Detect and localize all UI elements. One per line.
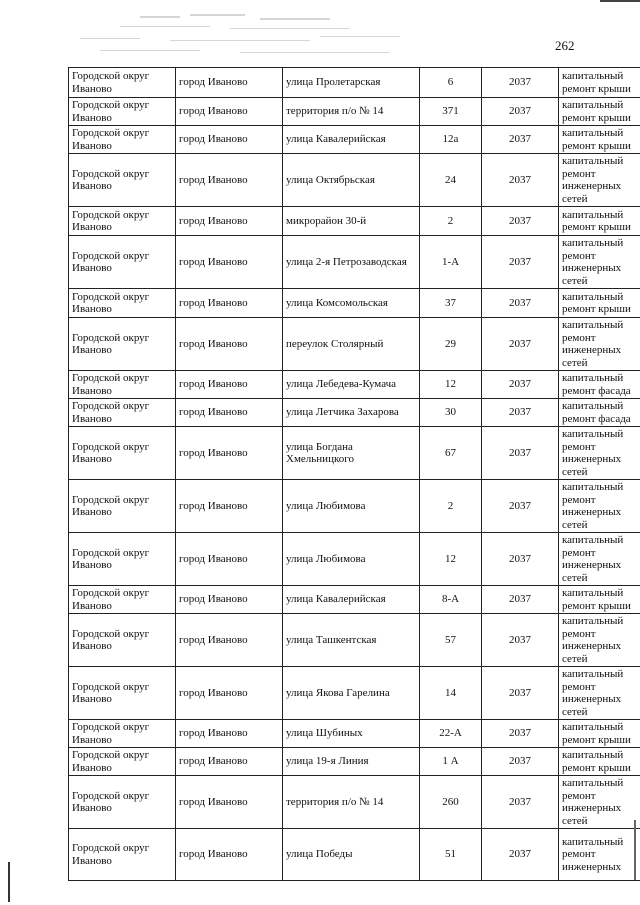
registry-table [68, 67, 640, 881]
cell-house-number: 8-А [420, 586, 482, 614]
table-row [69, 207, 640, 236]
cell-district: Городской округ Иваново [69, 776, 176, 829]
cell-town: город Иваново [176, 776, 283, 829]
cell-house-number: 30 [420, 399, 482, 427]
cell-town: город Иваново [176, 667, 283, 720]
table-row [69, 480, 640, 533]
cell-street: улица Богдана Хмельницкого [283, 427, 420, 480]
cell-district: Городской округ Иваново [69, 154, 176, 207]
table-row [69, 614, 640, 667]
cell-town: город Иваново [176, 207, 283, 236]
cell-district: Городской округ Иваново [69, 427, 176, 480]
cell-town: город Иваново [176, 829, 283, 881]
cell-work-type: капитальный ремонт крыши [559, 289, 640, 318]
cell-work-type: капитальный ремонт инженерных сетей [559, 154, 640, 207]
cell-town: город Иваново [176, 586, 283, 614]
table-row [69, 154, 640, 207]
binding-mark-left [8, 862, 10, 902]
table-row [69, 318, 640, 371]
cell-year: 2037 [482, 586, 559, 614]
table-row [69, 371, 640, 399]
cell-year: 2037 [482, 614, 559, 667]
table-row [69, 126, 640, 154]
cell-street: улица Победы [283, 829, 420, 881]
cell-work-type: капитальный ремонт инженерных сетей [559, 318, 640, 371]
cell-district: Городской округ Иваново [69, 829, 176, 881]
cell-year: 2037 [482, 154, 559, 207]
cell-work-type: капитальный ремонт инженерных сетей [559, 236, 640, 289]
cell-year: 2037 [482, 829, 559, 881]
cell-year: 2037 [482, 399, 559, 427]
cell-work-type: капитальный ремонт крыши [559, 586, 640, 614]
cell-house-number: 260 [420, 776, 482, 829]
cell-street: улица Якова Гарелина [283, 667, 420, 720]
cell-work-type: капитальный ремонт крыши [559, 68, 640, 98]
cell-street: улица Ташкентская [283, 614, 420, 667]
cell-house-number: 12 [420, 533, 482, 586]
cell-street: улица Любимова [283, 480, 420, 533]
cell-district: Городской округ Иваново [69, 748, 176, 776]
cell-district: Городской округ Иваново [69, 614, 176, 667]
cell-district: Городской округ Иваново [69, 667, 176, 720]
table-row [69, 667, 640, 720]
cell-town: город Иваново [176, 289, 283, 318]
cell-work-type: капитальный ремонт крыши [559, 748, 640, 776]
cell-work-type: капитальный ремонт фасада [559, 371, 640, 399]
cell-year: 2037 [482, 126, 559, 154]
cell-street: улица Кавалерийская [283, 126, 420, 154]
cell-street: улица Летчика Захарова [283, 399, 420, 427]
cell-year: 2037 [482, 667, 559, 720]
table-row [69, 427, 640, 480]
cell-work-type: капитальный ремонт инженерных сетей [559, 614, 640, 667]
cell-town: город Иваново [176, 720, 283, 748]
cell-town: город Иваново [176, 154, 283, 207]
cell-town: город Иваново [176, 399, 283, 427]
cell-year: 2037 [482, 207, 559, 236]
cell-work-type: капитальный ремонт инженерных сетей [559, 533, 640, 586]
cell-street: улица Пролетарская [283, 68, 420, 98]
cell-year: 2037 [482, 748, 559, 776]
table-row [69, 748, 640, 776]
cell-street: микрорайон 30-й [283, 207, 420, 236]
cell-town: город Иваново [176, 614, 283, 667]
cell-town: город Иваново [176, 427, 283, 480]
cell-year: 2037 [482, 289, 559, 318]
cell-house-number: 14 [420, 667, 482, 720]
registry-table-body [69, 68, 640, 881]
cell-year: 2037 [482, 98, 559, 126]
cell-town: город Иваново [176, 68, 283, 98]
cell-house-number: 22-А [420, 720, 482, 748]
cell-district: Городской округ Иваново [69, 720, 176, 748]
cell-street: улица Шубиных [283, 720, 420, 748]
cell-town: город Иваново [176, 236, 283, 289]
cell-work-type: капитальный ремонт инженерных сетей [559, 776, 640, 829]
table-row [69, 776, 640, 829]
cell-town: город Иваново [176, 533, 283, 586]
cell-district: Городской округ Иваново [69, 586, 176, 614]
table-row [69, 68, 640, 98]
cell-street: улица Любимова [283, 533, 420, 586]
cell-house-number: 371 [420, 98, 482, 126]
table-row [69, 829, 640, 881]
cell-year: 2037 [482, 776, 559, 829]
table-row [69, 586, 640, 614]
cell-work-type: капитальный ремонт инженерных сетей [559, 667, 640, 720]
cell-work-type: капитальный ремонт крыши [559, 720, 640, 748]
cell-town: город Иваново [176, 371, 283, 399]
cell-town: город Иваново [176, 318, 283, 371]
cell-town: город Иваново [176, 748, 283, 776]
cell-year: 2037 [482, 480, 559, 533]
scan-noise-artifact [60, 8, 420, 58]
cell-street: территория п/о № 14 [283, 776, 420, 829]
table-row [69, 236, 640, 289]
cell-house-number: 2 [420, 207, 482, 236]
cell-work-type: капитальный ремонт крыши [559, 207, 640, 236]
table-row [69, 98, 640, 126]
cell-district: Городской округ Иваново [69, 289, 176, 318]
cell-street: улица 19-я Линия [283, 748, 420, 776]
cell-work-type: капитальный ремонт крыши [559, 98, 640, 126]
cell-street: переулок Столярный [283, 318, 420, 371]
cell-house-number: 12 [420, 371, 482, 399]
cell-street: территория п/о № 14 [283, 98, 420, 126]
table-row [69, 399, 640, 427]
cell-street: улица Октябрьская [283, 154, 420, 207]
cell-district: Городской округ Иваново [69, 318, 176, 371]
page-number: 262 [555, 38, 575, 53]
cell-district: Городской округ Иваново [69, 480, 176, 533]
cell-house-number: 37 [420, 289, 482, 318]
cell-house-number: 67 [420, 427, 482, 480]
cell-house-number: 1 А [420, 748, 482, 776]
top-edge-rule [600, 0, 640, 2]
cell-house-number: 24 [420, 154, 482, 207]
cell-work-type: капитальный ремонт крыши [559, 126, 640, 154]
cell-year: 2037 [482, 533, 559, 586]
cell-street: улица Кавалерийская [283, 586, 420, 614]
cell-district: Городской округ Иваново [69, 68, 176, 98]
cell-house-number: 2 [420, 480, 482, 533]
cell-house-number: 1-А [420, 236, 482, 289]
table-row [69, 289, 640, 318]
cell-house-number: 12а [420, 126, 482, 154]
cell-district: Городской округ Иваново [69, 98, 176, 126]
cell-work-type: капитальный ремонт инженерных сетей [559, 480, 640, 533]
cell-year: 2037 [482, 318, 559, 371]
cell-year: 2037 [482, 427, 559, 480]
cell-district: Городской округ Иваново [69, 207, 176, 236]
cell-year: 2037 [482, 236, 559, 289]
cell-house-number: 29 [420, 318, 482, 371]
table-row [69, 533, 640, 586]
binding-mark-right [634, 820, 636, 880]
cell-district: Городской округ Иваново [69, 236, 176, 289]
cell-street: улица Лебедева-Кумача [283, 371, 420, 399]
cell-work-type: капитальный ремонт инженерных [559, 829, 640, 881]
cell-house-number: 57 [420, 614, 482, 667]
cell-street: улица 2-я Петрозаводская [283, 236, 420, 289]
table-row [69, 720, 640, 748]
cell-district: Городской округ Иваново [69, 371, 176, 399]
cell-district: Городской округ Иваново [69, 533, 176, 586]
cell-town: город Иваново [176, 98, 283, 126]
cell-work-type: капитальный ремонт фасада [559, 399, 640, 427]
cell-town: город Иваново [176, 480, 283, 533]
cell-year: 2037 [482, 720, 559, 748]
cell-house-number: 51 [420, 829, 482, 881]
cell-town: город Иваново [176, 126, 283, 154]
cell-work-type: капитальный ремонт инженерных сетей [559, 427, 640, 480]
cell-district: Городской округ Иваново [69, 126, 176, 154]
cell-year: 2037 [482, 68, 559, 98]
cell-street: улица Комсомольская [283, 289, 420, 318]
cell-year: 2037 [482, 371, 559, 399]
cell-district: Городской округ Иваново [69, 399, 176, 427]
cell-house-number: 6 [420, 68, 482, 98]
